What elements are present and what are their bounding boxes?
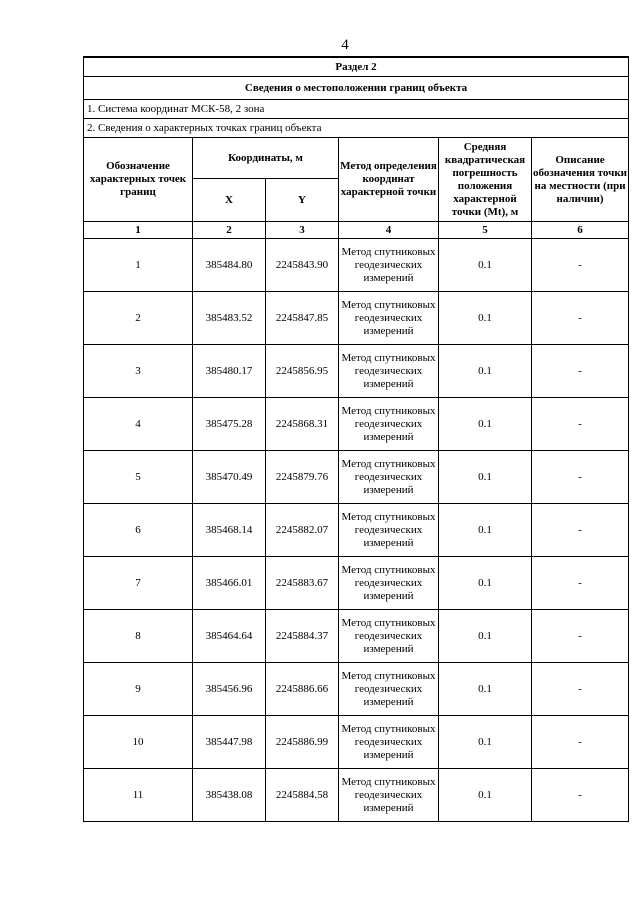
column-number: 6 bbox=[532, 222, 629, 239]
x-cell: 385470.49 bbox=[193, 451, 266, 504]
error-cell: 0.1 bbox=[439, 663, 532, 716]
x-cell: 385464.64 bbox=[193, 610, 266, 663]
table-row bbox=[84, 345, 629, 398]
method-cell: Метод спутниковых геодезических измерений bbox=[339, 398, 439, 451]
error-cell: 0.1 bbox=[439, 398, 532, 451]
column-number: 5 bbox=[439, 222, 532, 239]
description-cell: - bbox=[532, 716, 629, 769]
point-cell: 8 bbox=[84, 610, 193, 663]
point-cell: 1 bbox=[84, 239, 193, 292]
header-error: Средняя квадратическая погрешность положения характерной точки (Mt), м bbox=[439, 138, 532, 222]
header-description: Описание обозначения точки на местности (при наличии) bbox=[532, 138, 629, 222]
x-cell: 385438.08 bbox=[193, 769, 266, 822]
point-cell: 9 bbox=[84, 663, 193, 716]
description-cell: - bbox=[532, 451, 629, 504]
x-cell: 385466.01 bbox=[193, 557, 266, 610]
description-cell: - bbox=[532, 557, 629, 610]
description-cell: - bbox=[532, 610, 629, 663]
header-x: X bbox=[193, 179, 266, 222]
table-row bbox=[84, 398, 629, 451]
column-number: 4 bbox=[339, 222, 439, 239]
table-row bbox=[84, 557, 629, 610]
header-method: Метод определения координат характерной точки bbox=[339, 138, 439, 222]
section-title: Сведения о местоположении границ объекта bbox=[84, 77, 629, 100]
header-designation: Обозначение характерных точек границ bbox=[84, 138, 193, 222]
column-number: 1 bbox=[84, 222, 193, 239]
method-cell: Метод спутниковых геодезических измерений bbox=[339, 292, 439, 345]
point-cell: 11 bbox=[84, 769, 193, 822]
y-cell: 2245847.85 bbox=[266, 292, 339, 345]
boundary-table bbox=[83, 56, 629, 822]
error-cell: 0.1 bbox=[439, 292, 532, 345]
description-cell: - bbox=[532, 663, 629, 716]
y-cell: 2245868.31 bbox=[266, 398, 339, 451]
page-number: 4 bbox=[341, 37, 349, 53]
y-cell: 2245882.07 bbox=[266, 504, 339, 557]
error-cell: 0.1 bbox=[439, 610, 532, 663]
method-cell: Метод спутниковых геодезических измерений bbox=[339, 716, 439, 769]
point-cell: 4 bbox=[84, 398, 193, 451]
point-cell: 3 bbox=[84, 345, 193, 398]
x-cell: 385484.80 bbox=[193, 239, 266, 292]
x-cell: 385456.96 bbox=[193, 663, 266, 716]
method-cell: Метод спутниковых геодезических измерений bbox=[339, 504, 439, 557]
point-cell: 5 bbox=[84, 451, 193, 504]
y-cell: 2245886.66 bbox=[266, 663, 339, 716]
x-cell: 385480.17 bbox=[193, 345, 266, 398]
column-number: 3 bbox=[266, 222, 339, 239]
header-y: Y bbox=[266, 179, 339, 222]
x-cell: 385475.28 bbox=[193, 398, 266, 451]
description-cell: - bbox=[532, 239, 629, 292]
method-cell: Метод спутниковых геодезических измерений bbox=[339, 451, 439, 504]
column-numbers-row bbox=[84, 222, 629, 239]
method-cell: Метод спутниковых геодезических измерений bbox=[339, 557, 439, 610]
x-cell: 385447.98 bbox=[193, 716, 266, 769]
y-cell: 2245884.58 bbox=[266, 769, 339, 822]
description-cell: - bbox=[532, 769, 629, 822]
y-cell: 2245883.67 bbox=[266, 557, 339, 610]
table-row bbox=[84, 239, 629, 292]
y-cell: 2245843.90 bbox=[266, 239, 339, 292]
table-row bbox=[84, 292, 629, 345]
y-cell: 2245886.99 bbox=[266, 716, 339, 769]
table-row bbox=[84, 663, 629, 716]
point-cell: 2 bbox=[84, 292, 193, 345]
table-row bbox=[84, 610, 629, 663]
table-row bbox=[84, 716, 629, 769]
point-cell: 10 bbox=[84, 716, 193, 769]
section-label: Раздел 2 bbox=[84, 57, 629, 77]
table-row bbox=[84, 451, 629, 504]
points-caption: 2. Сведения о характерных точках границ объекта bbox=[84, 119, 629, 138]
coord-system: 1. Система координат МСК-58, 2 зона bbox=[84, 100, 629, 119]
header-coordinates: Координаты, м bbox=[193, 138, 339, 179]
method-cell: Метод спутниковых геодезических измерений bbox=[339, 663, 439, 716]
y-cell: 2245856.95 bbox=[266, 345, 339, 398]
method-cell: Метод спутниковых геодезических измерений bbox=[339, 610, 439, 663]
y-cell: 2245884.37 bbox=[266, 610, 339, 663]
method-cell: Метод спутниковых геодезических измерений bbox=[339, 769, 439, 822]
description-cell: - bbox=[532, 504, 629, 557]
x-cell: 385483.52 bbox=[193, 292, 266, 345]
error-cell: 0.1 bbox=[439, 345, 532, 398]
error-cell: 0.1 bbox=[439, 557, 532, 610]
error-cell: 0.1 bbox=[439, 451, 532, 504]
column-number: 2 bbox=[193, 222, 266, 239]
description-cell: - bbox=[532, 398, 629, 451]
method-cell: Метод спутниковых геодезических измерений bbox=[339, 239, 439, 292]
method-cell: Метод спутниковых геодезических измерений bbox=[339, 345, 439, 398]
description-cell: - bbox=[532, 292, 629, 345]
y-cell: 2245879.76 bbox=[266, 451, 339, 504]
table-row bbox=[84, 769, 629, 822]
error-cell: 0.1 bbox=[439, 504, 532, 557]
table-row bbox=[84, 504, 629, 557]
x-cell: 385468.14 bbox=[193, 504, 266, 557]
error-cell: 0.1 bbox=[439, 716, 532, 769]
description-cell: - bbox=[532, 345, 629, 398]
error-cell: 0.1 bbox=[439, 239, 532, 292]
point-cell: 7 bbox=[84, 557, 193, 610]
point-cell: 6 bbox=[84, 504, 193, 557]
error-cell: 0.1 bbox=[439, 769, 532, 822]
